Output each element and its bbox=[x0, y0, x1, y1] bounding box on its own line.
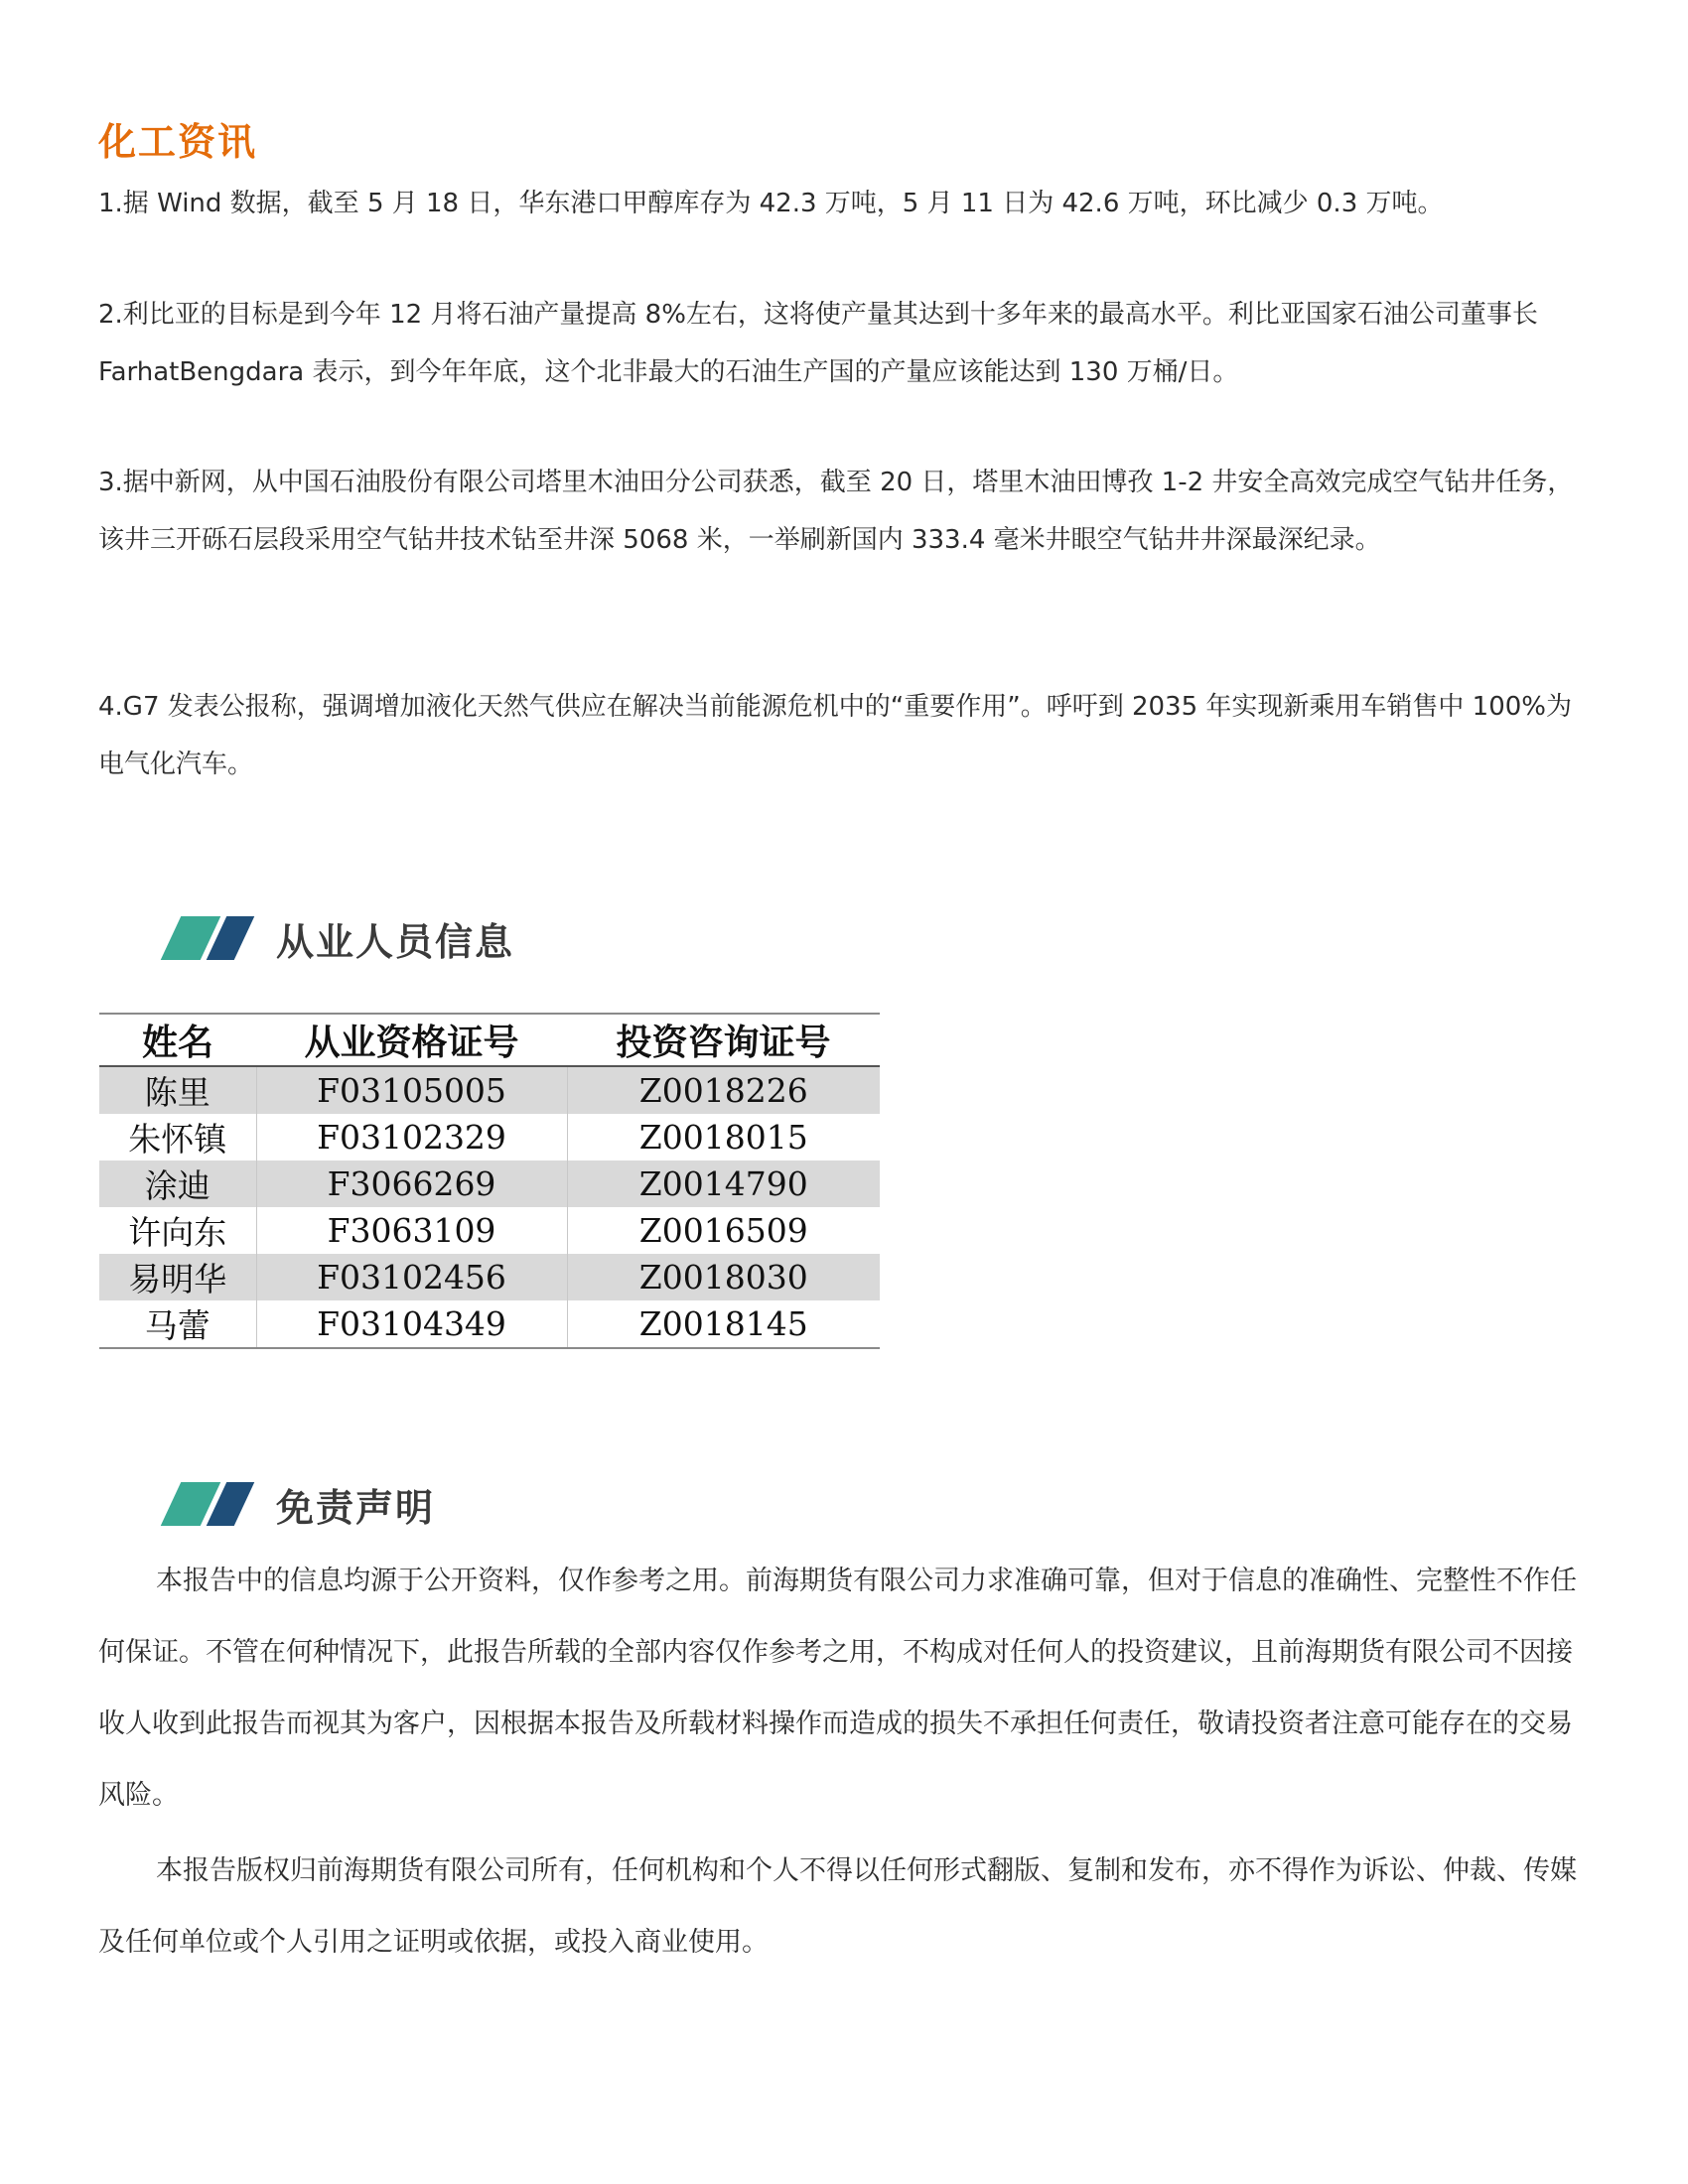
consulting-number: Z0018145 bbox=[638, 1304, 808, 1343]
section-marker-icon bbox=[159, 1482, 254, 1526]
section-marker-icon bbox=[159, 916, 254, 960]
table-row bbox=[99, 1254, 880, 1300]
staff-table bbox=[99, 1013, 880, 1349]
table-row bbox=[99, 1207, 880, 1254]
staff-name: 许向东 bbox=[99, 1207, 256, 1254]
consulting-number: Z0014790 bbox=[567, 1160, 880, 1207]
news-section-title: 化工资讯 bbox=[98, 120, 258, 164]
qualification-number: F03102456 bbox=[256, 1254, 567, 1300]
qualification-number: F03102329 bbox=[256, 1114, 567, 1160]
consulting-number: Z0018226 bbox=[567, 1066, 880, 1114]
table-row bbox=[99, 1300, 880, 1348]
table-row bbox=[99, 1066, 880, 1114]
staff-name: 易明华 bbox=[99, 1254, 256, 1300]
consulting-number: Z0018030 bbox=[567, 1254, 880, 1300]
disclaimer-paragraph-1: 本报告中的信息均源于公开资料，仅作参考之用。前海期货有限公司力求准确可靠，但对于信息的准确性、完整性不作任何保证。不管在何种情况下，此报告所载的全部内容仅作参考之用，不构成对任何人的投资建议，且前海期货有限公司不因接收人收到此报告而视其为客户，因根据本报告及所载材料操作而造成的损失不承担任何责任，敬请投资者注意可能存在的交易风险。 bbox=[98, 1566, 1577, 1811]
consulting-number: Z0016509 bbox=[638, 1211, 808, 1250]
qualification-number: F03104349 bbox=[256, 1300, 567, 1348]
table-row bbox=[99, 1160, 880, 1207]
header-name: 姓名 bbox=[99, 1014, 256, 1066]
table-row bbox=[99, 1114, 880, 1160]
news-item-1: 1.据 Wind 数据，截至 5 月 18 日，华东港口甲醇库存为 42.3 万吨，5 月 11 日为 42.6 万吨，环比减少 0.3 万吨。 bbox=[98, 189, 1444, 218]
qualification-number: F3063109 bbox=[256, 1207, 567, 1254]
staff-section-header bbox=[159, 913, 514, 963]
disclaimer-section-title: 免责声明 bbox=[276, 1485, 436, 1530]
qualification-number: F3066269 bbox=[256, 1160, 567, 1207]
staff-name: 马蕾 bbox=[99, 1300, 256, 1348]
qualification-number: F03105005 bbox=[256, 1066, 567, 1114]
disclaimer-paragraph-2: 本报告版权归前海期货有限公司所有，任何机构和个人不得以任何形式翻版、复制和发布，亦不得作为诉讼、仲裁、传媒及任何单位或个人引用之证明或依据，或投入商业使用。 bbox=[98, 1855, 1577, 1958]
staff-name: 涂迪 bbox=[99, 1160, 256, 1207]
news-item-4: 4.G7 发表公报称，强调增加液化天然气供应在解决当前能源危机中的“重要作用”。呼吁到 2035 年实现新乘用车销售中 100%为电气化汽车。 bbox=[98, 692, 1572, 779]
header-consulting-number: 投资咨询证号 bbox=[567, 1014, 880, 1066]
staff-table-header-row bbox=[99, 1014, 880, 1066]
news-item-3: 3.据中新网，从中国石油股份有限公司塔里木油田分公司获悉，截至 20 日，塔里木油田博孜 1-2 井安全高效完成空气钻井任务，该井三开砾石层段采用空气钻井技术钻至井深 5068 米，一举刷新国内 333.4 毫米井眼空气钻井井深最深纪录。 bbox=[98, 468, 1574, 555]
staff-section-title: 从业人员信息 bbox=[276, 919, 515, 964]
disclaimer-section-header bbox=[159, 1479, 435, 1529]
consulting-number: Z0018015 bbox=[638, 1118, 808, 1157]
staff-name: 朱怀镇 bbox=[99, 1114, 256, 1160]
news-item-2: 2.利比亚的目标是到今年 12 月将石油产量提高 8%左右，这将使产量其达到十多年来的最高水平。利比亚国家石油公司董事长 FarhatBengdara 表示，到今年年底，这个北非最大的石油生产国的产量应该能达到 130 万桶/日。 bbox=[98, 300, 1538, 387]
header-qualification-number: 从业资格证号 bbox=[256, 1014, 567, 1066]
staff-name: 陈里 bbox=[99, 1066, 256, 1114]
